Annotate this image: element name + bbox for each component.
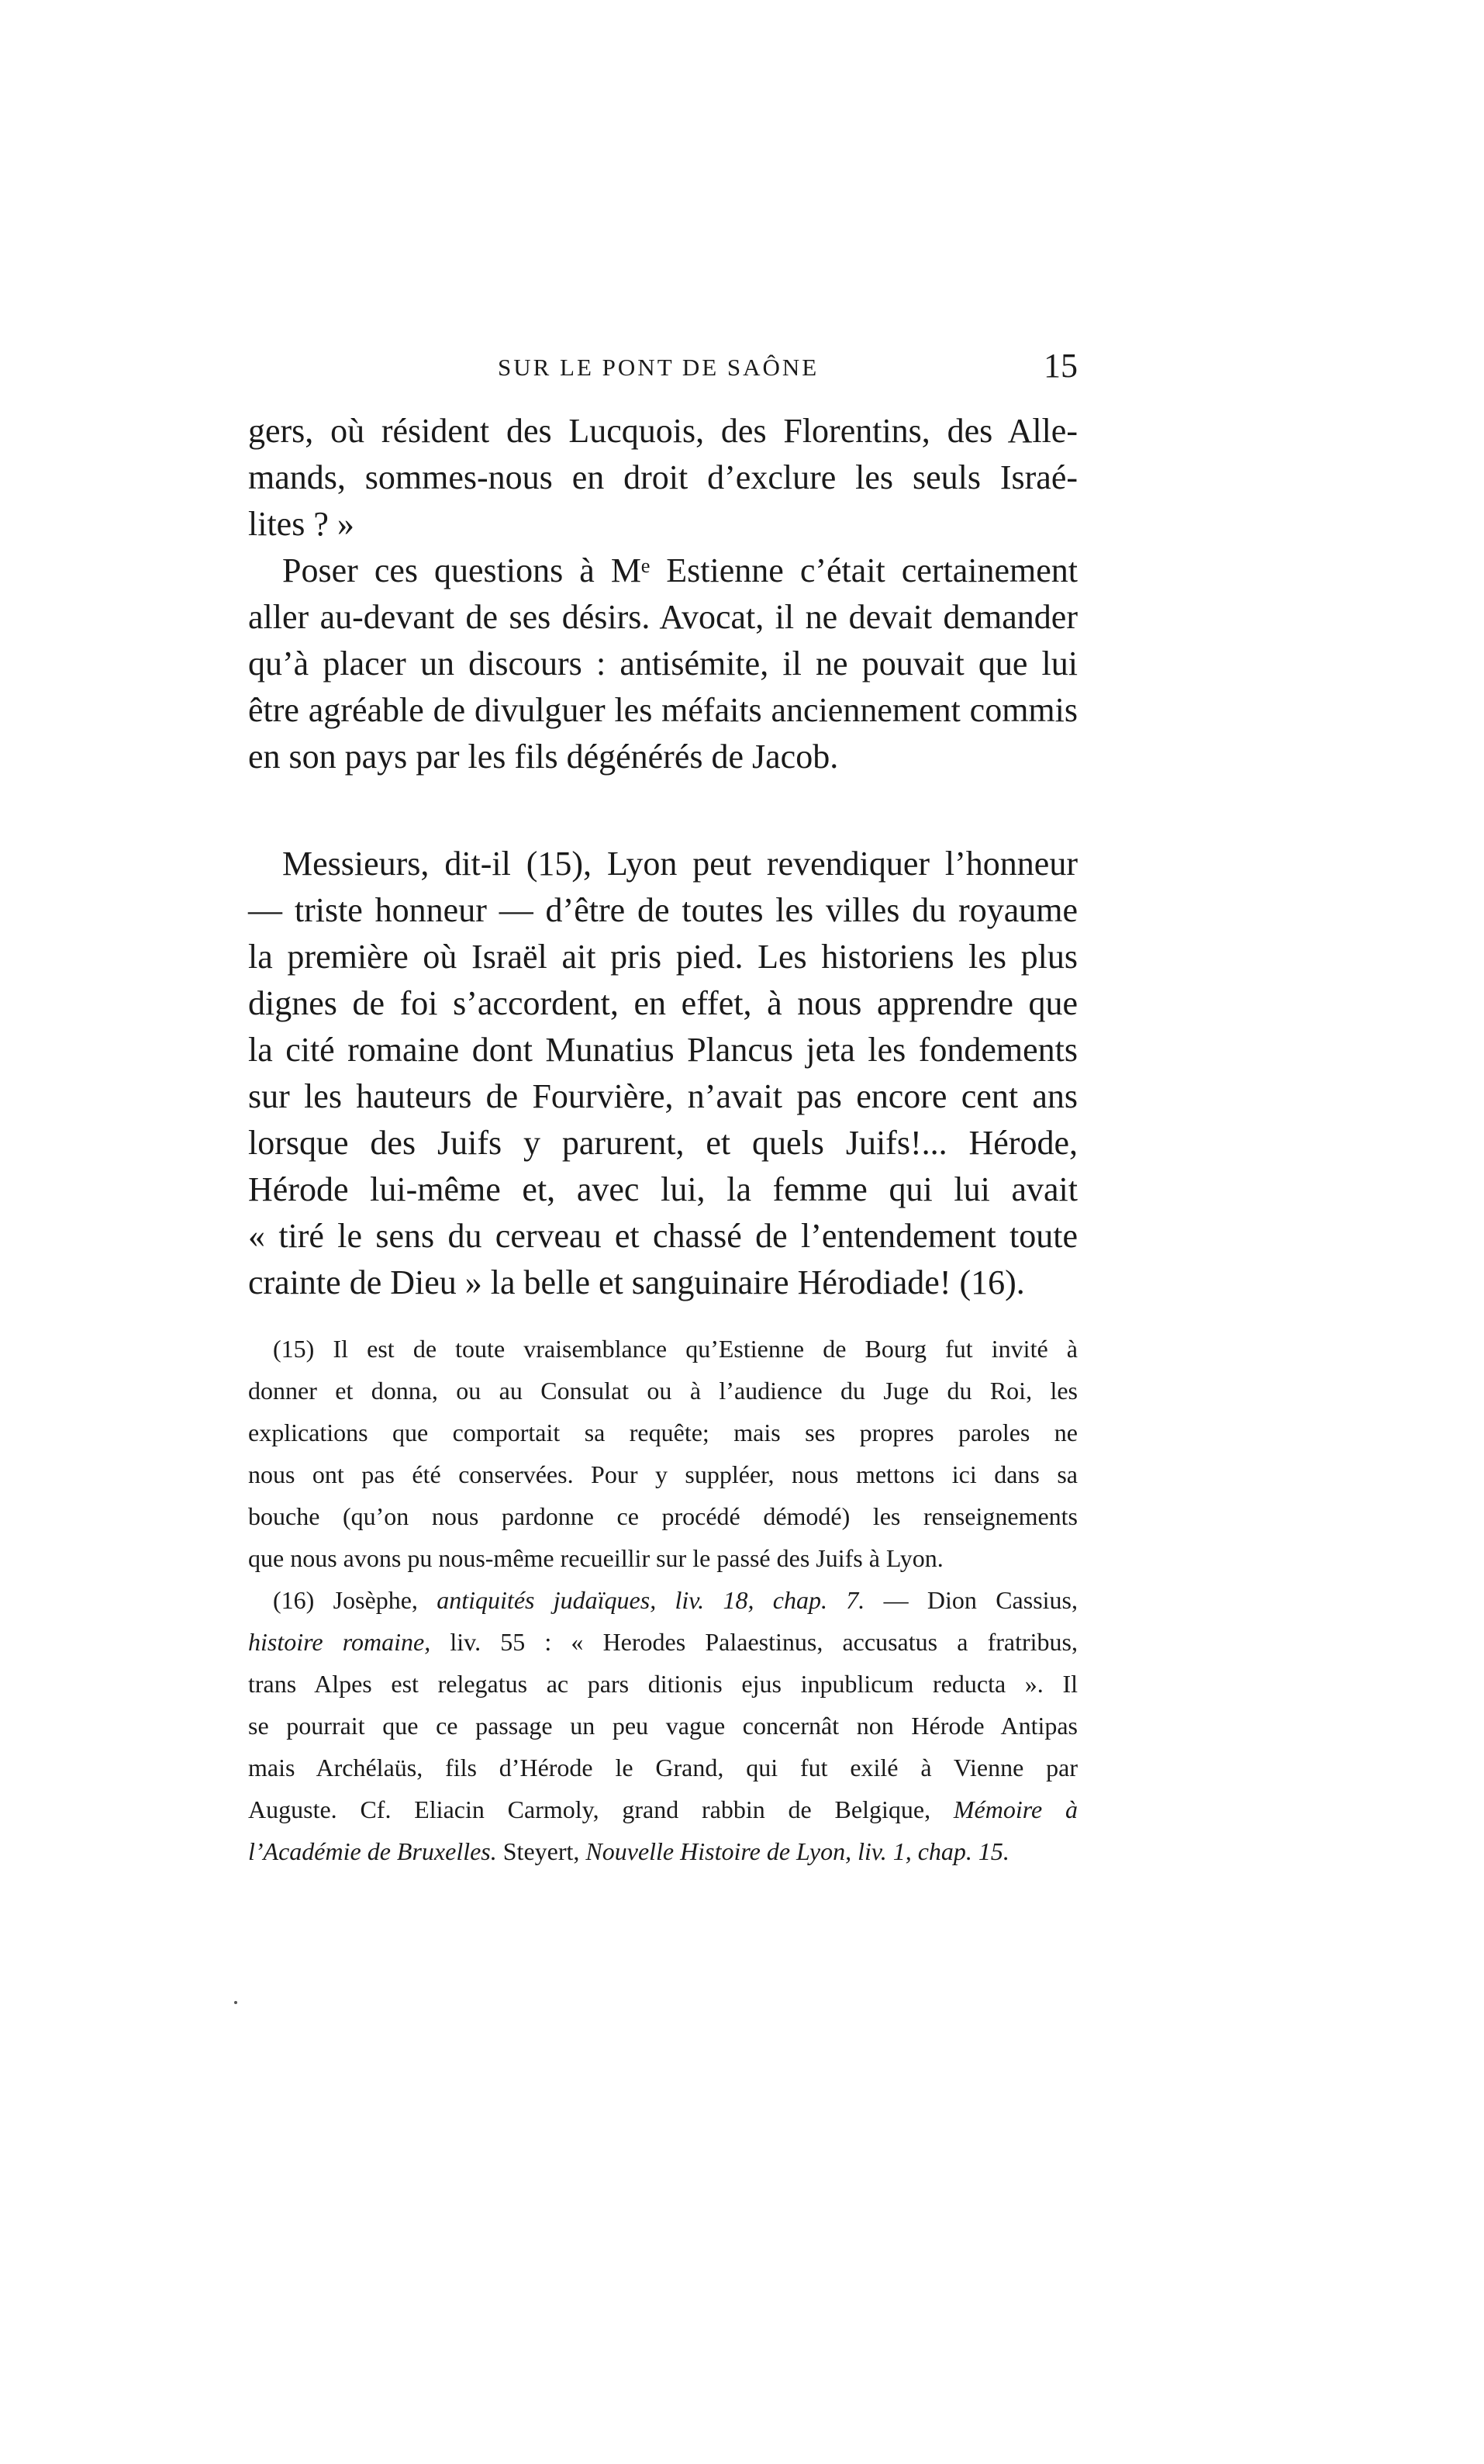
- footnote-text: — Dion Cassius,: [865, 1586, 1078, 1614]
- text-line: gers, où résident des Lucquois, des Florentins, des Alle-: [248, 412, 1078, 450]
- text-line: crainte de Dieu » la belle et sanguinaire Hérodiade! (16).: [248, 1263, 1025, 1301]
- footnote-text: (16) Josèphe,: [273, 1586, 437, 1614]
- footnote-citation: Nouvelle Histoire de Lyon, liv. 1, chap. 15.: [585, 1837, 1009, 1865]
- footnote-text: liv. 55 : « Herodes Palaestinus, accusatus a fratribus,: [430, 1628, 1078, 1656]
- paper-speck: [234, 2001, 237, 2004]
- text-line: mands, sommes-nous en droit d’exclure les seuls Israé-: [248, 458, 1078, 496]
- footnote-line: se pourrait que ce passage un peu vague concernât non Hérode Antipas: [248, 1712, 1078, 1740]
- running-title: SUR LE PONT DE SAÔNE: [498, 354, 820, 381]
- footnote-citation: l’Académie de Bruxelles.: [248, 1837, 497, 1865]
- footnotes: [248, 1328, 1078, 1872]
- footnote-line: nous ont pas été conservées. Pour y suppléer, nous mettons ici dans sa: [248, 1460, 1078, 1488]
- paragraph-poser: [248, 548, 1078, 780]
- text-line: qu’à placer un discours : antisémite, il ne pouvait que lui: [248, 645, 1078, 683]
- text-line: — triste honneur — d’être de toutes les villes du royaume: [248, 891, 1078, 929]
- footnote-line: [248, 1621, 1078, 1663]
- footnote-line: que nous avons pu nous-même recueillir sur le passé des Juifs à Lyon.: [248, 1544, 944, 1572]
- footnote-line: mais Archélaüs, fils d’Hérode le Grand, qui fut exilé à Vienne par: [248, 1754, 1078, 1781]
- text-line: aller au-devant de ses désirs. Avocat, il ne devait demander: [248, 598, 1078, 636]
- text-line: lorsque des Juifs y parurent, et quels Juifs!... Hérode,: [248, 1124, 1078, 1162]
- page-number: 15: [1044, 347, 1078, 385]
- footnote-line: donner et donna, ou au Consulat ou à l’audience du Juge du Roi, les: [248, 1377, 1078, 1405]
- text-line: sur les hauteurs de Fourvière, n’avait pas encore cent ans: [248, 1077, 1078, 1115]
- footnote-line: trans Alpes est relegatus ac pars ditionis ejus inpublicum reducta ». Il: [248, 1670, 1078, 1698]
- text-line: Messieurs, dit-il (15), Lyon peut revendiquer l’honneur: [282, 845, 1078, 883]
- footnote-text: Steyert,: [496, 1837, 586, 1865]
- footnote-16: [248, 1579, 1078, 1872]
- text-line: être agréable de divulguer les méfaits anciennement commis: [248, 691, 1078, 729]
- text-line: « tiré le sens du cerveau et chassé de l’entendement toute: [248, 1217, 1078, 1255]
- footnote-citation: antiquités judaïques, liv. 18, chap. 7.: [437, 1586, 865, 1614]
- text-line: Poser ces questions à Mᵉ Estienne c’était certainement: [282, 551, 1078, 589]
- footnote-line: (15) Il est de toute vraisemblance qu’Estienne de Bourg fut invité à: [273, 1335, 1078, 1363]
- running-head: [248, 346, 1078, 392]
- footnote-line: [248, 1830, 1078, 1872]
- footnote-line: [248, 1579, 1078, 1621]
- footnote-citation: histoire romaine,: [248, 1628, 431, 1656]
- footnote-line: [248, 1788, 1078, 1830]
- text-line: en son pays par les fils dégénérés de Jacob.: [248, 738, 839, 776]
- paragraph-messieurs: [248, 841, 1078, 1306]
- footnote-text: Auguste. Cf. Eliacin Carmoly, grand rabbin de Belgique,: [248, 1795, 954, 1823]
- text-line: dignes de foi s’accordent, en effet, à nous apprendre que: [248, 984, 1078, 1022]
- text-line: la cité romaine dont Munatius Plancus jeta les fondements: [248, 1031, 1078, 1069]
- footnote-citation: Mémoire à: [953, 1795, 1078, 1823]
- footnote-line: explications que comportait sa requête; mais ses propres paroles ne: [248, 1419, 1078, 1446]
- paragraph-continuation: [248, 408, 1078, 548]
- text-line: Hérode lui-même et, avec lui, la femme qui lui avait: [248, 1170, 1078, 1208]
- text-line: la première où Israël ait pris pied. Les historiens les plus: [248, 938, 1078, 976]
- text-line: lites ? »: [248, 505, 354, 543]
- footnote-15: [248, 1328, 1078, 1579]
- footnote-line: bouche (qu’on nous pardonne ce procédé démodé) les renseignements: [248, 1502, 1078, 1530]
